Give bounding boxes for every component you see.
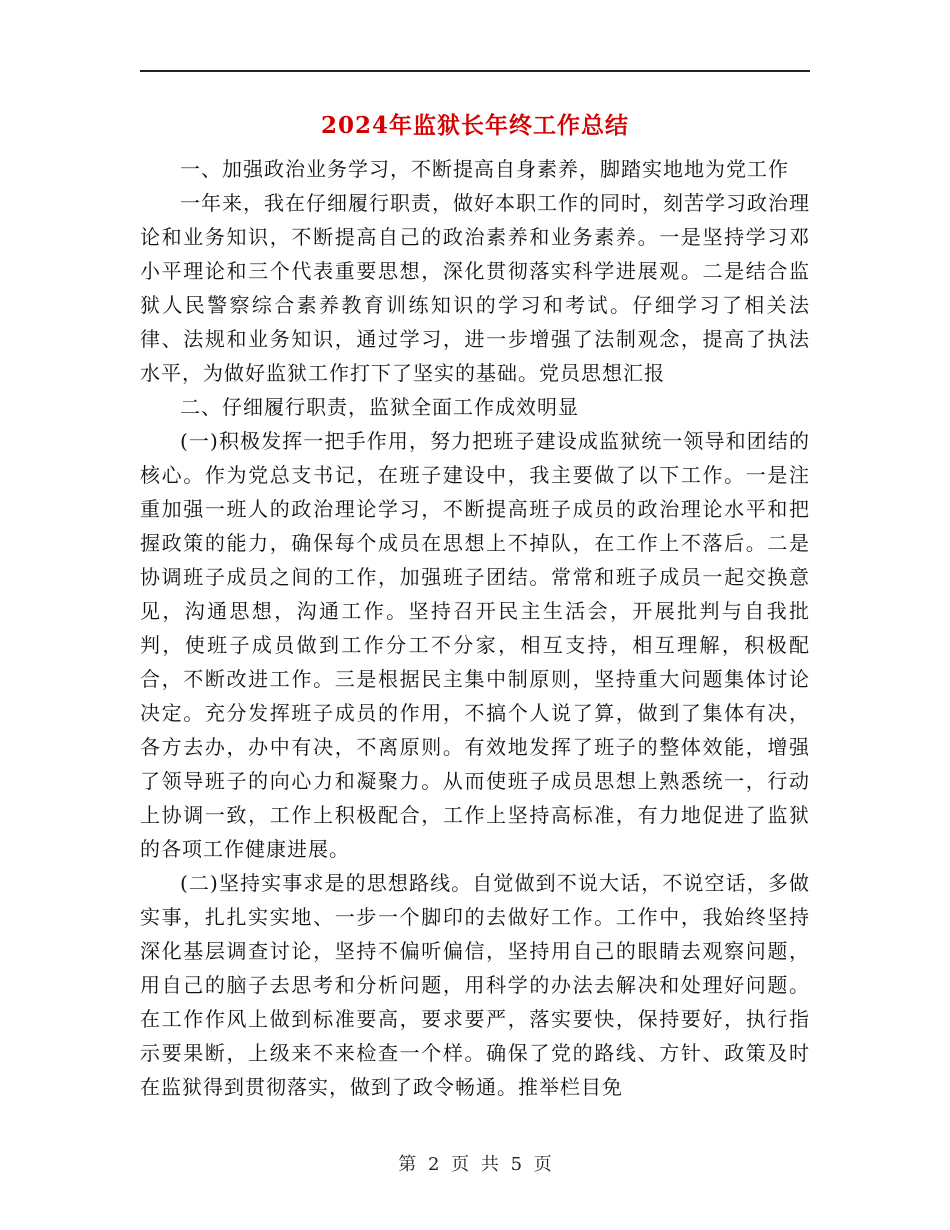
footer-page-unit: 页 bbox=[451, 1154, 470, 1175]
header-rule bbox=[140, 70, 810, 72]
document-title: 2024年监狱长年终工作总结 bbox=[320, 112, 629, 139]
footer-total-unit: 页 bbox=[533, 1154, 552, 1175]
footer-total-prefix: 共 bbox=[480, 1154, 499, 1175]
footer-current-page: 2 bbox=[427, 1154, 440, 1175]
paragraph-3: (二)坚持实事求是的思想路线。自觉做到不说大话，不说空话，多做实事，扎扎实实地、一步一个脚印的去做好工作。工作中，我始终坚持深化基层调查讨论，坚持不偏听偏信，坚持用自己的眼睛去观察问题，用自己的脑子去思考和分析问题，用科学的办法去解决和处理好问题。在工作作风上做到标准要高，要求要严，落实要快，保持要好，执行指示要果断，上级来不来检查一个样。确保了党的路线、方针、政策及时在监狱得到贯彻落实，做到了政令畅通。推举栏目免 bbox=[140, 871, 810, 1099]
paragraph-2: (一)积极发挥一把手作用，努力把班子建设成监狱统一领导和团结的核心。作为党总支书记，在班子建设中，我主要做了以下工作。一是注重加强一班人的政治理论学习，不断提高班子成员的政治理论水平和把握政策的能力，确保每个成员在思想上不掉队，在工作上不落后。二是协调班子成员之间的工作，加强班子团结。常常和班子成员一起交换意见，沟通思想，沟通工作。坚持召开民主生活会，开展批判与自我批判，使班子成员做到工作分工不分家，相互支持，相互理解，积极配合，不断改进工作。三是根据民主集中制原则，坚持重大问题集体讨论决定。充分发挥班子成员的作用，不搞个人说了算，做到了集体有决，各方去办，办中有决，不离原则。有效地发挥了班子的整体效能，增强了领导班子的向心力和凝聚力。从而使班子成员思想上熟悉统一，行动上协调一致，工作上积极配合，工作上坚持高标准，有力地促进了监狱的各项工作健康进展。 bbox=[140, 429, 810, 861]
section-heading-2: 二、仔细履行职责，监狱全面工作成效明显 bbox=[180, 395, 579, 419]
footer-total-pages: 5 bbox=[510, 1154, 523, 1175]
footer-prefix: 第 bbox=[398, 1154, 417, 1175]
page-footer bbox=[0, 1153, 950, 1177]
document-body bbox=[140, 152, 810, 1104]
section-heading-1: 一、加强政治业务学习，不断提高自身素养，脚踏实地地为党工作 bbox=[180, 157, 789, 181]
paragraph-1: 一年来，我在仔细履行职责，做好本职工作的同时，刻苦学习政治理论和业务知识，不断提高自己的政治素养和业务素养。一是坚持学习邓小平理论和三个代表重要思想，深化贯彻落实科学进展观。二是结合监狱人民警察综合素养教育训练知识的学习和考试。仔细学习了相关法律、法规和业务知识，通过学习，进一步增强了法制观念，提高了执法水平，为做好监狱工作打下了坚实的基础。党员思想汇报 bbox=[140, 191, 810, 385]
